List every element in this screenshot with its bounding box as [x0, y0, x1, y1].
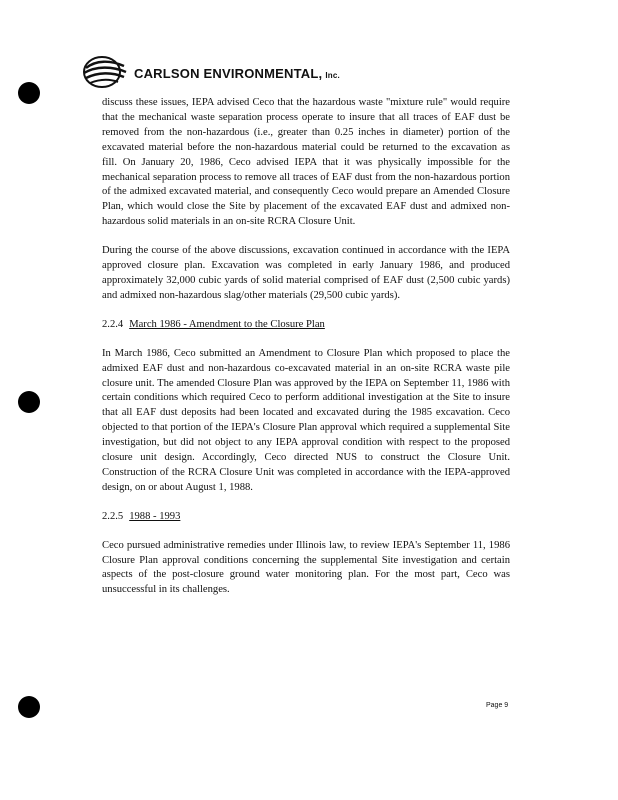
paragraph-amendment: In March 1986, Ceco submitted an Amendment to Closure Plan which proposed to place the admixed EAF dust and non-hazardous co-excavated material in an on-site RCRA waste pile closure unit. The amended Closure Plan was approved by the IEPA on September 11, 1986 with certain conditions which required Ceco to perform additional investigation at the Site to insure that all EAF dust deposits had been located and excavated during the 1985 excavation. Ceco objected to that portion of the IEPA's Closure Plan approval which required a supplemental Site investigation, but did not object to any IEPA approval condition with respect to the proposed closure unit design. Accordingly, Ceco directed NUS to construct the Closure Unit. Construction of the RCRA Closure Unit was completed in accordance with the IEPA-approved design, on or about August 1, 1988.	[102, 347, 510, 493]
carlson-logo-icon	[80, 52, 130, 92]
punch-hole-bottom	[18, 696, 40, 718]
letterhead	[80, 52, 480, 92]
section-heading-2-2-4	[102, 318, 510, 333]
company-name-text: CARLSON ENVIRONMENTAL,	[134, 66, 323, 81]
document-body	[102, 96, 510, 598]
page-number: Page 9	[486, 702, 509, 709]
company-name	[134, 66, 340, 81]
company-suffix: Inc.	[325, 71, 340, 80]
section-number: 2.2.5	[102, 510, 124, 522]
punch-hole-top	[18, 82, 40, 104]
section-number: 2.2.4	[102, 318, 124, 330]
paragraph-iepa-mixture-rule: discuss these issues, IEPA advised Ceco that the hazardous waste "mixture rule" would require that the mechanical waste separation process operate to insure that all traces of EAF dust be removed from the non-hazardous (i.e., greater than 0.25 inches in diameter) portion of the excavated material before the non-hazardous material could be returned to the excavation as fill. On January 20, 1986, Ceco advised IEPA that it was physically impossible for the mechanical separation process to remove all traces of EAF dust from the non-hazardous portion of the admixed excavated material, and consequently Ceco would prepare an Amended Closure Plan, which would close the Site by placement of the excavated EAF dust and admixed non-hazardous solid materials in an on-site RCRA Closure Unit.	[102, 97, 510, 228]
section-title: 1988 - 1993	[129, 510, 181, 522]
section-title: March 1986 - Amendment to the Closure Plan	[129, 318, 325, 330]
paragraph-administrative-remedies: Ceco pursued administrative remedies under Illinois law, to review IEPA's September 11, 1986 Closure Plan approval conditions concerning the supplemental Site investigation and certain aspects of the post-closure ground water monitoring plan. For the most part, Ceco was unsuccessful in its challenges.	[102, 539, 510, 596]
punch-hole-middle	[18, 391, 40, 413]
paragraph-excavation: During the course of the above discussions, excavation continued in accordance with the IEPA approved closure plan. Excavation was completed in early January 1986, and produced approximately 32,000 cubic yards of solid material comprised of EAF dust (2,500 cubic yards) and admixed non-hazardous slag/other materials (29,500 cubic yards).	[102, 245, 510, 301]
section-heading-2-2-5	[102, 510, 510, 525]
